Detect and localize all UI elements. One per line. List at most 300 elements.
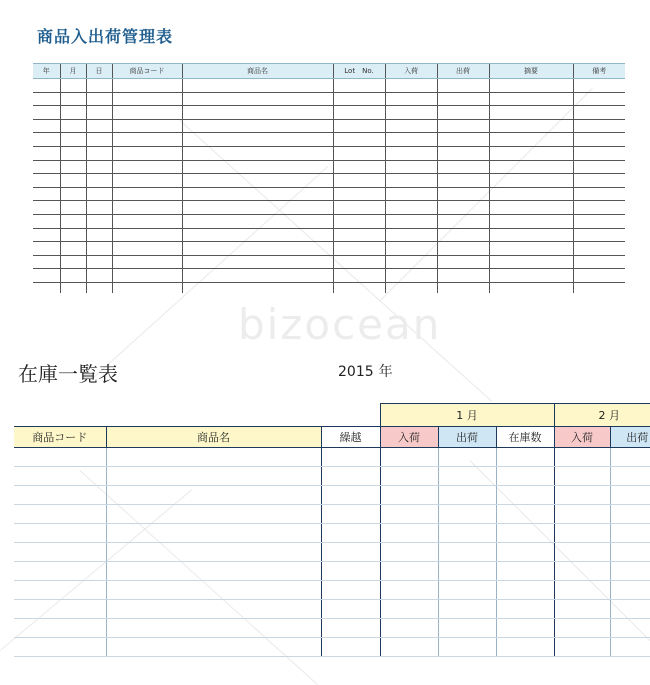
- inout-cell[interactable]: [33, 146, 60, 160]
- inventory-cell[interactable]: [106, 448, 321, 467]
- inventory-cell[interactable]: [438, 524, 496, 543]
- col-header-remarks: 備考: [573, 64, 625, 79]
- inout-cell[interactable]: [86, 106, 112, 120]
- inventory-cell[interactable]: [321, 505, 380, 524]
- watermark: bizocean: [238, 300, 442, 349]
- inventory-cell[interactable]: [438, 505, 496, 524]
- inventory-cell[interactable]: [380, 486, 438, 505]
- inout-cell[interactable]: [573, 92, 625, 106]
- inout-cell[interactable]: [573, 269, 625, 283]
- inventory-cell[interactable]: [496, 638, 554, 657]
- inout-row: [33, 106, 625, 120]
- inventory-cell[interactable]: [321, 524, 380, 543]
- inventory-row: [14, 543, 650, 562]
- inventory-cell[interactable]: [610, 619, 650, 638]
- inventory-row: [14, 562, 650, 581]
- inout-cell[interactable]: [437, 106, 489, 120]
- inout-cell[interactable]: [573, 174, 625, 188]
- inout-cell[interactable]: [489, 201, 573, 215]
- inout-cell[interactable]: [385, 201, 437, 215]
- inout-cell[interactable]: [86, 255, 112, 269]
- inventory-cell[interactable]: [554, 562, 610, 581]
- inout-cell[interactable]: [385, 106, 437, 120]
- inventory-row: [14, 467, 650, 486]
- inout-cell[interactable]: [33, 106, 60, 120]
- inout-cell[interactable]: [182, 201, 333, 215]
- inout-cell[interactable]: [385, 282, 437, 293]
- inventory-cell[interactable]: [106, 619, 321, 638]
- inout-cell[interactable]: [573, 119, 625, 133]
- inout-cell[interactable]: [33, 92, 60, 106]
- inout-cell[interactable]: [182, 214, 333, 228]
- inout-cell[interactable]: [112, 133, 182, 147]
- col-header-jan-arrival: 入荷: [380, 427, 438, 448]
- inout-cell[interactable]: [182, 228, 333, 242]
- inout-cell[interactable]: [573, 214, 625, 228]
- inventory-cell[interactable]: [380, 467, 438, 486]
- inout-cell[interactable]: [573, 187, 625, 201]
- inout-cell[interactable]: [489, 79, 573, 93]
- inventory-cell[interactable]: [438, 467, 496, 486]
- inout-cell[interactable]: [33, 187, 60, 201]
- inout-cell[interactable]: [182, 187, 333, 201]
- inventory-cell[interactable]: [496, 600, 554, 619]
- inout-cell[interactable]: [112, 92, 182, 106]
- inout-cell[interactable]: [573, 160, 625, 174]
- inventory-cell[interactable]: [14, 638, 106, 657]
- inventory-cell[interactable]: [321, 486, 380, 505]
- inventory-cell[interactable]: [106, 505, 321, 524]
- inventory-cell[interactable]: [321, 581, 380, 600]
- col-header-product-code: 商品コード: [14, 427, 106, 448]
- inout-cell[interactable]: [385, 269, 437, 283]
- inventory-cell[interactable]: [438, 543, 496, 562]
- inout-cell[interactable]: [385, 79, 437, 93]
- inout-cell[interactable]: [385, 160, 437, 174]
- inout-cell[interactable]: [86, 92, 112, 106]
- inventory-cell[interactable]: [554, 600, 610, 619]
- inout-cell[interactable]: [60, 269, 86, 283]
- inventory-cell[interactable]: [14, 524, 106, 543]
- inout-cell[interactable]: [385, 242, 437, 256]
- inout-cell[interactable]: [112, 242, 182, 256]
- inout-cell[interactable]: [489, 255, 573, 269]
- inout-cell[interactable]: [573, 228, 625, 242]
- inout-cell[interactable]: [33, 160, 60, 174]
- inventory-cell[interactable]: [438, 486, 496, 505]
- inventory-cell[interactable]: [438, 638, 496, 657]
- inout-cell[interactable]: [489, 133, 573, 147]
- inout-row: [33, 187, 625, 201]
- col-header-summary: 摘要: [489, 64, 573, 79]
- inventory-row: [14, 581, 650, 600]
- inout-cell[interactable]: [437, 269, 489, 283]
- inout-cell[interactable]: [437, 160, 489, 174]
- inout-cell[interactable]: [86, 160, 112, 174]
- inout-cell[interactable]: [33, 133, 60, 147]
- inventory-cell[interactable]: [14, 486, 106, 505]
- inventory-cell[interactable]: [610, 600, 650, 619]
- inout-cell[interactable]: [489, 160, 573, 174]
- inventory-cell[interactable]: [14, 562, 106, 581]
- inventory-cell[interactable]: [106, 486, 321, 505]
- inout-cell[interactable]: [437, 201, 489, 215]
- inventory-cell[interactable]: [106, 562, 321, 581]
- inout-cell[interactable]: [86, 119, 112, 133]
- inout-cell[interactable]: [60, 133, 86, 147]
- inventory-cell[interactable]: [380, 562, 438, 581]
- inout-cell[interactable]: [333, 160, 385, 174]
- inventory-cell[interactable]: [380, 505, 438, 524]
- inout-sheet-title: 商品入出荷管理表: [37, 27, 174, 46]
- inout-cell[interactable]: [33, 255, 60, 269]
- inout-cell[interactable]: [60, 79, 86, 93]
- inout-cell[interactable]: [112, 146, 182, 160]
- inout-cell[interactable]: [385, 146, 437, 160]
- inout-row: [33, 133, 625, 147]
- col-header-shipment: 出荷: [437, 64, 489, 79]
- inventory-row: [14, 505, 650, 524]
- inventory-cell[interactable]: [380, 619, 438, 638]
- inout-cell[interactable]: [112, 201, 182, 215]
- inout-cell[interactable]: [437, 187, 489, 201]
- inventory-cell[interactable]: [610, 505, 650, 524]
- inout-cell[interactable]: [385, 92, 437, 106]
- inventory-cell[interactable]: [610, 486, 650, 505]
- inout-row: [33, 160, 625, 174]
- inventory-cell[interactable]: [496, 448, 554, 467]
- inout-cell[interactable]: [437, 119, 489, 133]
- inventory-cell[interactable]: [14, 505, 106, 524]
- inout-cell[interactable]: [437, 92, 489, 106]
- inout-cell[interactable]: [60, 146, 86, 160]
- inventory-cell[interactable]: [438, 619, 496, 638]
- inout-cell[interactable]: [573, 79, 625, 93]
- col-header-carryover: 繰越: [321, 427, 380, 448]
- inventory-cell[interactable]: [14, 543, 106, 562]
- inventory-cell[interactable]: [321, 467, 380, 486]
- inout-cell[interactable]: [60, 119, 86, 133]
- inout-cell[interactable]: [112, 269, 182, 283]
- inventory-cell[interactable]: [496, 543, 554, 562]
- inventory-cell[interactable]: [380, 524, 438, 543]
- inout-cell[interactable]: [333, 201, 385, 215]
- inventory-cell[interactable]: [496, 562, 554, 581]
- inout-cell[interactable]: [60, 187, 86, 201]
- inout-cell[interactable]: [333, 282, 385, 293]
- inout-cell[interactable]: [86, 214, 112, 228]
- inventory-cell[interactable]: [610, 524, 650, 543]
- inout-cell[interactable]: [333, 269, 385, 283]
- inout-cell[interactable]: [182, 146, 333, 160]
- month-header-jan: 1 月: [380, 404, 554, 427]
- inventory-cell[interactable]: [106, 524, 321, 543]
- inventory-cell[interactable]: [380, 543, 438, 562]
- inventory-cell[interactable]: [438, 600, 496, 619]
- inout-cell[interactable]: [333, 106, 385, 120]
- inventory-cell[interactable]: [380, 581, 438, 600]
- inout-cell[interactable]: [182, 282, 333, 293]
- inout-cell[interactable]: [489, 187, 573, 201]
- inout-cell[interactable]: [60, 255, 86, 269]
- inventory-cell[interactable]: [610, 638, 650, 657]
- inventory-cell[interactable]: [554, 448, 610, 467]
- inout-cell[interactable]: [112, 255, 182, 269]
- inout-cell[interactable]: [33, 201, 60, 215]
- inventory-cell[interactable]: [554, 524, 610, 543]
- col-header-feb-shipment: 出荷: [610, 427, 650, 448]
- inventory-cell[interactable]: [321, 562, 380, 581]
- inventory-cell[interactable]: [106, 581, 321, 600]
- inout-cell[interactable]: [385, 255, 437, 269]
- inout-cell[interactable]: [385, 119, 437, 133]
- inventory-row: [14, 600, 650, 619]
- inventory-row: [14, 619, 650, 638]
- inventory-sheet-title: 在庫一覧表: [18, 362, 118, 386]
- col-header-feb-arrival: 入荷: [554, 427, 610, 448]
- inout-cell[interactable]: [489, 119, 573, 133]
- inout-cell[interactable]: [182, 242, 333, 256]
- inout-cell[interactable]: [86, 242, 112, 256]
- inventory-cell[interactable]: [380, 448, 438, 467]
- inout-cell[interactable]: [112, 187, 182, 201]
- year-value: 2015: [338, 364, 374, 380]
- inout-cell[interactable]: [333, 228, 385, 242]
- inout-cell[interactable]: [60, 214, 86, 228]
- inout-cell[interactable]: [573, 255, 625, 269]
- inventory-cell[interactable]: [14, 600, 106, 619]
- inventory-cell[interactable]: [321, 543, 380, 562]
- inventory-cell[interactable]: [14, 581, 106, 600]
- inventory-cell[interactable]: [496, 581, 554, 600]
- month-header-row: [14, 404, 650, 427]
- inout-row: [33, 282, 625, 293]
- inout-cell[interactable]: [33, 79, 60, 93]
- year-label: [338, 361, 393, 381]
- inventory-header-row: [14, 427, 650, 448]
- inout-cell[interactable]: [385, 228, 437, 242]
- inventory-cell[interactable]: [496, 467, 554, 486]
- inout-cell[interactable]: [182, 119, 333, 133]
- inout-cell[interactable]: [182, 174, 333, 188]
- inventory-cell[interactable]: [106, 638, 321, 657]
- inout-cell[interactable]: [112, 106, 182, 120]
- inout-row: [33, 119, 625, 133]
- inout-cell[interactable]: [86, 201, 112, 215]
- inout-row: [33, 255, 625, 269]
- inout-cell[interactable]: [437, 255, 489, 269]
- inout-cell[interactable]: [86, 79, 112, 93]
- inout-cell[interactable]: [182, 79, 333, 93]
- inventory-cell[interactable]: [496, 619, 554, 638]
- inout-cell[interactable]: [573, 146, 625, 160]
- inout-cell[interactable]: [437, 228, 489, 242]
- inventory-cell[interactable]: [321, 600, 380, 619]
- inout-cell[interactable]: [333, 174, 385, 188]
- col-header-day: 日: [86, 64, 112, 79]
- inventory-cell[interactable]: [14, 619, 106, 638]
- inout-cell[interactable]: [86, 269, 112, 283]
- inout-cell[interactable]: [573, 242, 625, 256]
- inout-cell[interactable]: [385, 187, 437, 201]
- inout-cell[interactable]: [112, 119, 182, 133]
- inout-cell[interactable]: [60, 242, 86, 256]
- inout-cell[interactable]: [86, 282, 112, 293]
- col-header-year: 年: [33, 64, 60, 79]
- inventory-cell[interactable]: [496, 524, 554, 543]
- inout-cell[interactable]: [489, 228, 573, 242]
- inout-cell[interactable]: [182, 106, 333, 120]
- inventory-cell[interactable]: [610, 467, 650, 486]
- inout-cell[interactable]: [86, 228, 112, 242]
- inout-cell[interactable]: [333, 242, 385, 256]
- inout-cell[interactable]: [112, 214, 182, 228]
- inout-cell[interactable]: [385, 133, 437, 147]
- inout-cell[interactable]: [489, 146, 573, 160]
- inventory-row: [14, 638, 650, 657]
- col-header-arrival: 入荷: [385, 64, 437, 79]
- inout-cell[interactable]: [86, 187, 112, 201]
- inventory-cell[interactable]: [321, 638, 380, 657]
- inout-cell[interactable]: [60, 228, 86, 242]
- inout-cell[interactable]: [333, 146, 385, 160]
- inout-cell[interactable]: [60, 174, 86, 188]
- inout-cell[interactable]: [573, 106, 625, 120]
- inout-cell[interactable]: [86, 146, 112, 160]
- inventory-cell[interactable]: [554, 638, 610, 657]
- inout-cell[interactable]: [437, 174, 489, 188]
- inout-cell[interactable]: [112, 282, 182, 293]
- inout-cell[interactable]: [33, 282, 60, 293]
- inventory-cell[interactable]: [106, 543, 321, 562]
- inventory-cell[interactable]: [321, 448, 380, 467]
- inventory-cell[interactable]: [610, 562, 650, 581]
- inout-cell[interactable]: [437, 242, 489, 256]
- inout-cell[interactable]: [489, 269, 573, 283]
- inventory-cell[interactable]: [438, 581, 496, 600]
- inout-row: [33, 146, 625, 160]
- inout-cell[interactable]: [573, 201, 625, 215]
- col-header-jan-stock: 在庫数: [496, 427, 554, 448]
- inout-cell[interactable]: [60, 282, 86, 293]
- inout-row: [33, 242, 625, 256]
- inout-cell[interactable]: [437, 133, 489, 147]
- col-header-product-name: 商品名: [106, 427, 321, 448]
- inout-cell[interactable]: [60, 92, 86, 106]
- inventory-cell[interactable]: [554, 581, 610, 600]
- inout-cell[interactable]: [385, 214, 437, 228]
- inventory-cell[interactable]: [554, 467, 610, 486]
- inventory-table: [14, 403, 650, 657]
- inout-cell[interactable]: [489, 242, 573, 256]
- col-header-product-name: 商品名: [182, 64, 333, 79]
- inout-cell[interactable]: [33, 228, 60, 242]
- inout-cell[interactable]: [60, 160, 86, 174]
- inout-row: [33, 92, 625, 106]
- inout-cell[interactable]: [33, 242, 60, 256]
- inventory-cell[interactable]: [554, 543, 610, 562]
- inout-cell[interactable]: [33, 174, 60, 188]
- inout-cell[interactable]: [489, 214, 573, 228]
- inout-row: [33, 174, 625, 188]
- inout-cell[interactable]: [437, 282, 489, 293]
- inout-cell[interactable]: [333, 255, 385, 269]
- inout-cell[interactable]: [333, 187, 385, 201]
- year-unit: 年: [378, 364, 393, 380]
- inventory-cell[interactable]: [106, 600, 321, 619]
- inout-cell[interactable]: [333, 92, 385, 106]
- inventory-cell[interactable]: [438, 448, 496, 467]
- inout-cell[interactable]: [333, 133, 385, 147]
- inout-cell[interactable]: [182, 133, 333, 147]
- inventory-cell[interactable]: [321, 619, 380, 638]
- inventory-cell[interactable]: [554, 486, 610, 505]
- inout-cell[interactable]: [112, 79, 182, 93]
- inout-cell[interactable]: [182, 255, 333, 269]
- inventory-cell[interactable]: [554, 619, 610, 638]
- col-header-month: 月: [60, 64, 86, 79]
- inout-cell[interactable]: [60, 201, 86, 215]
- inout-cell[interactable]: [573, 133, 625, 147]
- inventory-cell[interactable]: [496, 505, 554, 524]
- col-header-jan-shipment: 出荷: [438, 427, 496, 448]
- inout-cell[interactable]: [333, 214, 385, 228]
- inventory-cell[interactable]: [380, 600, 438, 619]
- inout-cell[interactable]: [437, 214, 489, 228]
- inout-row: [33, 214, 625, 228]
- inout-cell[interactable]: [385, 174, 437, 188]
- inout-cell[interactable]: [33, 119, 60, 133]
- inout-cell[interactable]: [573, 282, 625, 293]
- month-header-feb: 2 月: [554, 404, 650, 427]
- inout-cell[interactable]: [333, 119, 385, 133]
- inventory-cell[interactable]: [438, 562, 496, 581]
- inventory-cell[interactable]: [610, 581, 650, 600]
- inventory-cell[interactable]: [14, 467, 106, 486]
- inout-row: [33, 269, 625, 283]
- inout-cell[interactable]: [86, 133, 112, 147]
- inout-cell[interactable]: [86, 174, 112, 188]
- inventory-cell[interactable]: [610, 543, 650, 562]
- inout-cell[interactable]: [489, 92, 573, 106]
- inout-cell[interactable]: [182, 269, 333, 283]
- inout-cell[interactable]: [60, 106, 86, 120]
- inout-cell[interactable]: [437, 146, 489, 160]
- inout-cell[interactable]: [33, 214, 60, 228]
- inout-cell[interactable]: [182, 160, 333, 174]
- inout-row: [33, 79, 625, 93]
- inout-cell[interactable]: [489, 174, 573, 188]
- inventory-cell[interactable]: [380, 638, 438, 657]
- inventory-cell[interactable]: [610, 448, 650, 467]
- inout-cell[interactable]: [112, 228, 182, 242]
- inout-cell[interactable]: [33, 269, 60, 283]
- inout-cell[interactable]: [489, 106, 573, 120]
- inventory-cell[interactable]: [554, 505, 610, 524]
- inventory-cell[interactable]: [496, 486, 554, 505]
- inventory-cell[interactable]: [106, 467, 321, 486]
- inout-row: [33, 201, 625, 215]
- inout-cell[interactable]: [112, 160, 182, 174]
- inout-cell[interactable]: [333, 79, 385, 93]
- col-header-product-code: 商品コード: [112, 64, 182, 79]
- inout-cell[interactable]: [112, 174, 182, 188]
- month-header-spacer: [14, 404, 380, 427]
- inventory-cell[interactable]: [14, 448, 106, 467]
- inout-cell[interactable]: [182, 92, 333, 106]
- inout-cell[interactable]: [489, 282, 573, 293]
- inout-cell[interactable]: [437, 79, 489, 93]
